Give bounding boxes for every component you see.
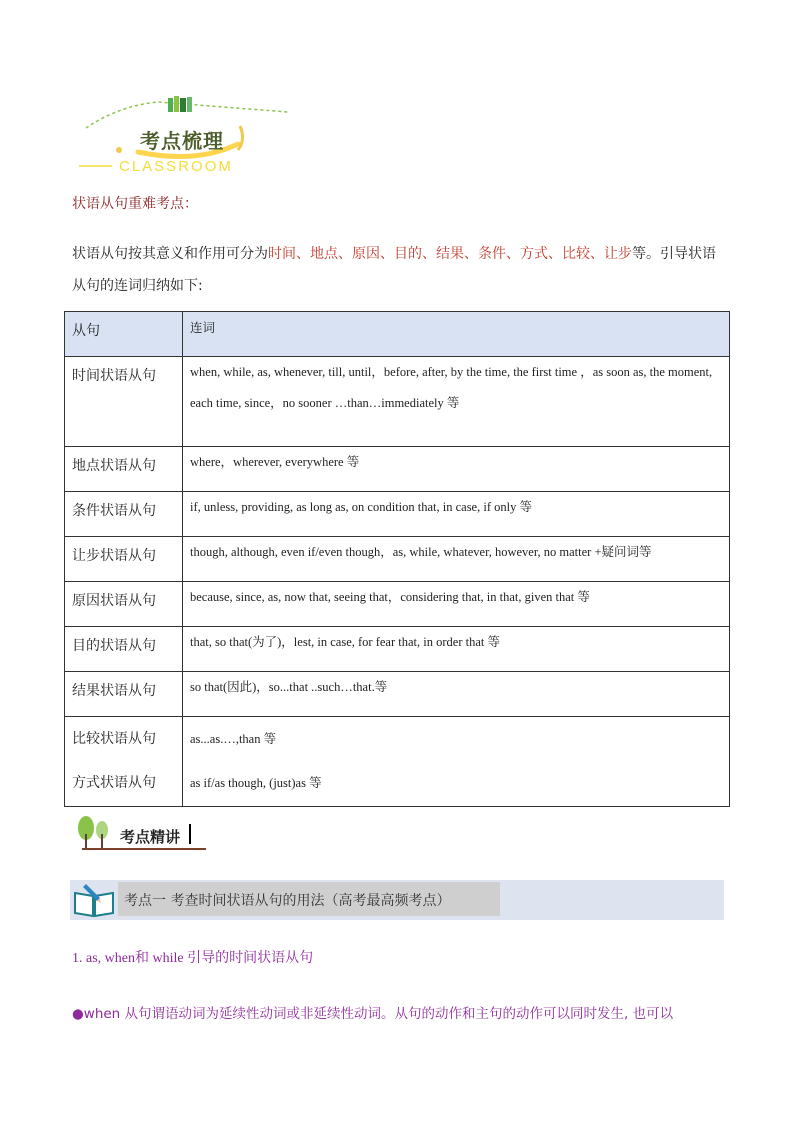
logo-title: 考点梳理 xyxy=(140,129,224,153)
section-title xyxy=(74,814,209,852)
clause-cell: 目的状语从句 xyxy=(65,627,183,672)
table-row xyxy=(65,672,730,717)
bullet-paragraph: ●when 从句谓语动词为延续性动词或非延续性动词。从句的动作和主句的动作可以同时发生, 也可以 xyxy=(72,1006,674,1022)
section-title-text: 考点精讲 xyxy=(120,828,181,846)
classroom-logo xyxy=(78,92,293,180)
words-cell: when, while, as, whenever, till, until，before, after, by the time, the first time ，as soon as, the moment, each time, since，no sooner …than…immediately 等 xyxy=(183,357,730,447)
intro-heading: 状语从句重难考点： xyxy=(72,196,198,212)
words-cell: so that(因此)，so...that ..such…that.等 xyxy=(183,672,730,717)
intro-line-1 xyxy=(72,243,716,263)
clause-cell: 条件状语从句 xyxy=(65,492,183,537)
conjunction-table xyxy=(64,311,730,807)
clause-cell: 时间状语从句 xyxy=(65,357,183,447)
cursor-bar xyxy=(189,824,191,844)
clause-cell: 地点状语从句 xyxy=(65,447,183,492)
header-clause: 从句 xyxy=(65,312,183,357)
words-cell: if, unless, providing, as long as, on condition that, in case, if only 等 xyxy=(183,492,730,537)
table-row xyxy=(65,582,730,627)
subheading: 1. as, when和 while 引导的时间状语从句 xyxy=(72,951,314,966)
table-row xyxy=(65,627,730,672)
tree-icon xyxy=(74,814,114,852)
clause-cell: 让步状语从句 xyxy=(65,537,183,582)
intro-suffix: 等。引导状语 xyxy=(632,246,716,262)
intro-highlight: 时间、地点、原因、目的、结果、条件、方式、比较、让步 xyxy=(268,246,632,262)
book-pencil-icon xyxy=(72,881,116,919)
intro-prefix: 状语从句按其意义和作用可分为 xyxy=(72,246,268,262)
table-row xyxy=(65,447,730,492)
clause-cell: 原因状语从句 xyxy=(65,582,183,627)
clause-cell: 结果状语从句 xyxy=(65,672,183,717)
words-comparison: as...as.…,than 等 xyxy=(190,732,277,746)
table-row xyxy=(65,537,730,582)
topic-banner-text: 考点一 考查时间状语从句的用法（高考最高频考点） xyxy=(124,893,451,909)
words-cell xyxy=(183,717,730,807)
clause-comparison: 比较状语从句 xyxy=(72,731,156,747)
table-row xyxy=(65,357,730,447)
logo-subtitle: CLASSROOM xyxy=(119,158,233,175)
words-cell: where，wherever, everywhere 等 xyxy=(183,447,730,492)
words-manner: as if/as though, (just)as 等 xyxy=(190,776,322,790)
words-cell: because, since, as, now that, seeing that，considering that, in that, given that 等 xyxy=(183,582,730,627)
words-cell: that, so that(为了)，lest, in case, for fear that, in order that 等 xyxy=(183,627,730,672)
table-header-row xyxy=(65,312,730,357)
clause-manner: 方式状语从句 xyxy=(72,775,156,791)
intro-line-2: 从句的连词归纳如下: xyxy=(72,278,203,294)
title-underline xyxy=(82,848,206,850)
words-cell: though, although, even if/even though，as, while, whatever, however, no matter +疑问词等 xyxy=(183,537,730,582)
table-row xyxy=(65,492,730,537)
header-words: 连词 xyxy=(183,312,730,357)
table-row xyxy=(65,717,730,807)
clause-cell xyxy=(65,717,183,807)
